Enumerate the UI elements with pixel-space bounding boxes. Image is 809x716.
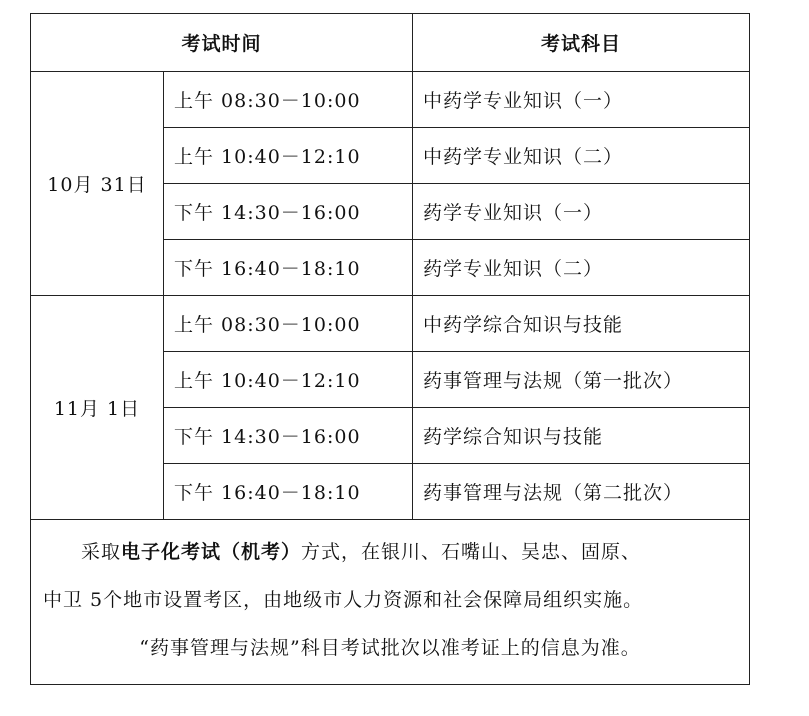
table-row xyxy=(31,72,750,128)
session-time: 上午 10:40－12:10 xyxy=(164,352,413,408)
session-subject: 药事管理与法规（第二批次） xyxy=(413,464,750,520)
session-subject: 药学专业知识（一） xyxy=(413,184,750,240)
session-subject: 中药学综合知识与技能 xyxy=(413,296,750,352)
session-subject: 药事管理与法规（第一批次） xyxy=(413,352,750,408)
table-row xyxy=(31,296,750,352)
exam-date-2: 11月 1日 xyxy=(31,296,164,520)
note-line-1 xyxy=(43,528,737,576)
note-rest: 方式，在银川、石嘴山、吴忠、固原、 xyxy=(301,541,642,563)
note-highlight: 电子化考试（机考） xyxy=(121,541,302,563)
session-subject: 药学综合知识与技能 xyxy=(413,408,750,464)
header-exam-time: 考试时间 xyxy=(31,14,413,72)
session-time: 下午 16:40－18:10 xyxy=(164,464,413,520)
exam-note xyxy=(31,520,750,685)
exam-date-1: 10月 31日 xyxy=(31,72,164,296)
session-time: 上午 08:30－10:00 xyxy=(164,72,413,128)
header-exam-subject: 考试科目 xyxy=(413,14,750,72)
session-subject: 药学专业知识（二） xyxy=(413,240,750,296)
session-time: 下午 16:40－18:10 xyxy=(164,240,413,296)
exam-schedule-table xyxy=(30,13,750,685)
session-subject: 中药学专业知识（一） xyxy=(413,72,750,128)
session-time: 上午 08:30－10:00 xyxy=(164,296,413,352)
session-time: 下午 14:30－16:00 xyxy=(164,408,413,464)
note-prefix: 采取 xyxy=(81,541,122,563)
note-line-2: 中卫 5个地市设置考区，由地级市人力资源和社会保障局组织实施。 xyxy=(43,589,644,611)
session-time: 下午 14:30－16:00 xyxy=(164,184,413,240)
note-line-3: “药事管理与法规”科目考试批次以准考证上的信息为准。 xyxy=(139,637,641,659)
session-subject: 中药学专业知识（二） xyxy=(413,128,750,184)
session-time: 上午 10:40－12:10 xyxy=(164,128,413,184)
